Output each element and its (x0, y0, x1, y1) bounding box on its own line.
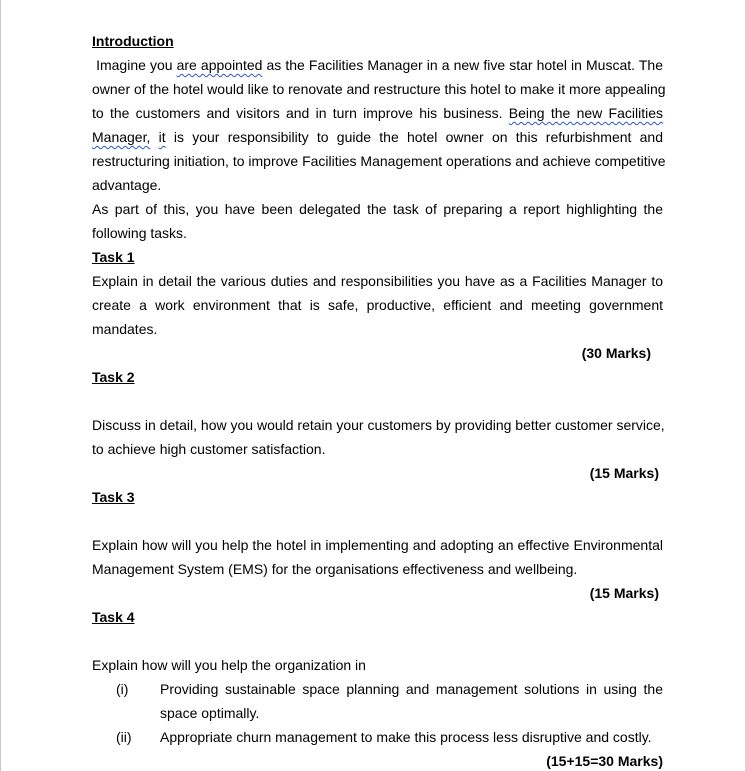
task-4-intro: Explain how will you help the organization in (92, 657, 366, 673)
list-item-text-continued: space optimally. (160, 705, 260, 721)
task-1-line-3: mandates. (92, 321, 158, 337)
grammar-flag: it (158, 129, 166, 145)
list-item-text: Providing sustainable space planning and management solutions in using the (160, 681, 663, 697)
intro-line-8: following tasks. (92, 225, 187, 241)
intro-line-3: to the customers and visitors and in turn improve his business. Being the new Facilities (92, 105, 663, 121)
intro-line-5: restructuring initiation, to improve Facilities Management operations and achieve competitive (92, 153, 666, 169)
grammar-flag: Manager, (92, 129, 151, 145)
intro-line-6: advantage. (92, 177, 162, 193)
task-4-heading: Task 4 (92, 609, 135, 625)
task-1-line-2: create a work environment that is safe, productive, efficient and meeting government (92, 297, 663, 313)
intro-line-4: Manager, it is your responsibility to guide the hotel owner on this refurbishment and (92, 129, 664, 145)
task-3-marks: (15 Marks) (589, 585, 659, 601)
grammar-flag: Being the new Facilities (508, 105, 663, 121)
task-1-line-1: Explain in detail the various duties and responsibilities you have as a Facilities Manager to (92, 273, 663, 289)
list-item-number: (i) (116, 681, 129, 697)
intro-line-7: As part of this, you have been delegated the task of preparing a report highlighting the (92, 201, 663, 217)
introduction-heading: Introduction (92, 33, 174, 49)
task-3-heading: Task 3 (92, 489, 135, 505)
task-1-heading: Task 1 (92, 249, 135, 265)
task-3-line-2: Management System (EMS) for the organisations effectiveness and wellbeing. (92, 561, 578, 577)
task-2-heading: Task 2 (92, 369, 135, 385)
task-2-line-2: to achieve high customer satisfaction. (92, 441, 326, 457)
task-3-line-1: Explain how will you help the hotel in implementing and adopting an effective Environmental (92, 537, 663, 553)
list-item-number: (ii) (116, 729, 132, 745)
intro-line-1: Imagine you are appointed as the Facilities Manager in a new five star hotel in Muscat. The (96, 57, 663, 73)
task-2-marks: (15 Marks) (589, 465, 659, 481)
task-1-marks: (30 Marks) (581, 345, 651, 361)
page-edge (0, 0, 1, 771)
task-4-marks: (15+15=30 Marks) (546, 753, 663, 769)
list-item-text: Appropriate churn management to make this process less disruptive and costly. (160, 729, 652, 745)
spelling-flag: are appointed (176, 57, 263, 73)
task-2-line-1: Discuss in detail, how you would retain your customers by providing better customer service, (92, 417, 665, 433)
intro-line-2: owner of the hotel would like to renovate and restructure this hotel to make it more appealing (92, 81, 666, 97)
